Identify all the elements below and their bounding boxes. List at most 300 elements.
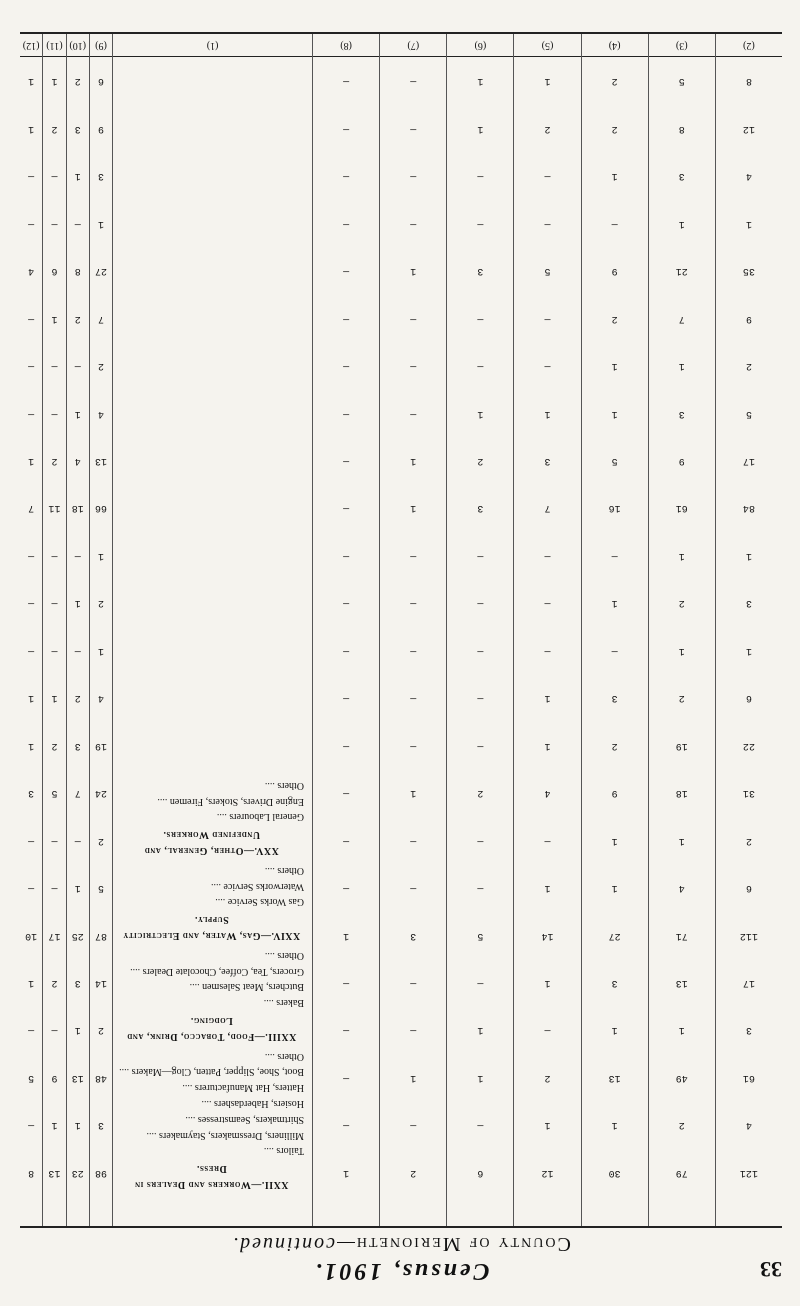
table-cell: 1 [410,454,417,466]
table-cell: 3 [97,1119,104,1131]
table-cell: — [477,312,484,324]
table-cell: 2 [51,739,58,751]
table-cell: 2 [611,122,618,134]
occupation-item: General Labourers .... [216,811,304,823]
table-cell: 13 [48,1166,61,1178]
table-cell: 3 [611,692,618,704]
table-cell: — [74,360,81,372]
number-column [89,34,112,1226]
left-number-columns [312,34,782,1226]
table-cell: — [410,122,417,134]
table-cell: — [477,597,484,609]
table-cell: 2 [678,597,685,609]
table-cell: 2 [74,75,81,87]
table-cell: — [51,217,58,229]
table-cell: 7 [74,787,81,799]
table-cell: 1 [410,787,417,799]
number-column [513,34,580,1226]
number-column [581,34,648,1226]
table-cell: 4 [745,170,752,182]
column-label: (10) [67,34,89,57]
table-cell: 1 [74,1024,81,1036]
table-cell: 1 [410,502,417,514]
table-cell: — [477,360,484,372]
table-cell: 1 [544,739,551,751]
occupation-item: Butchers, Meat Salesmen .... [189,981,304,993]
table-cell: — [343,502,350,514]
table-cell: 4 [745,1119,752,1131]
table-cell: 1 [74,170,81,182]
table-cell: 48 [94,1071,107,1083]
continued-label: —continued. [231,1233,355,1255]
table-cell: 5 [678,75,685,87]
table-cell: — [343,1024,350,1036]
table-cell: 1 [51,692,58,704]
table-cell: 1 [611,834,618,846]
occupation-list [113,57,312,1226]
table-cell: — [343,217,350,229]
table-cell: — [51,1024,58,1036]
table-cell: — [544,360,551,372]
table-cell: 1 [544,976,551,988]
occupation-item: Others .... [264,1050,304,1062]
table-cell: — [343,692,350,704]
table-cell: 66 [94,502,107,514]
table-cell: 2 [678,692,685,704]
table-cell: 5 [611,454,618,466]
table-cell: — [28,170,35,182]
table-cell: 12 [541,1166,554,1178]
table-cell: 1 [97,549,104,561]
table-cell: — [74,834,81,846]
table-cell: — [343,170,350,182]
table-cell: 3 [544,454,551,466]
table-cell: 61 [742,1071,755,1083]
table-cell: — [74,644,81,656]
column-cells [514,57,580,1226]
table-cell: — [343,787,350,799]
table-cell: — [28,834,35,846]
table-cell: 21 [675,265,688,277]
table-cell: — [477,170,484,182]
table-cell: — [477,549,484,561]
table-cell: — [544,644,551,656]
table-cell: — [611,644,618,656]
table-cell: — [477,834,484,846]
table-cell: 12 [742,122,755,134]
table-cell: 1 [678,217,685,229]
table-cell: 6 [477,1166,484,1178]
table-cell: — [74,217,81,229]
table-cell: 1 [74,1119,81,1131]
table-cell: 27 [94,265,107,277]
table-cell: 1 [28,122,35,134]
table-cell: 7 [544,502,551,514]
table-cell: — [51,360,58,372]
column-cells [716,57,782,1226]
table-cell: 2 [97,1024,104,1036]
column-cells [582,57,648,1226]
table-cell: — [410,312,417,324]
column-cells [380,57,446,1226]
table-cell: 1 [51,1119,58,1131]
table-cell: — [343,360,350,372]
table-cell: 1 [343,1166,350,1178]
occupation-item: Tailors .... [263,1145,304,1157]
table-cell: 11 [48,502,61,514]
table-cell: 9 [97,122,104,134]
column-label: (12) [20,34,42,57]
table-cell: 1 [28,692,35,704]
table-cell: 9 [611,265,618,277]
table-cell: 1 [97,217,104,229]
table-cell: 3 [477,265,484,277]
table-cell: 5 [544,265,551,277]
table-cell: 1 [477,407,484,419]
table-cell: 2 [51,454,58,466]
table-cell: 87 [94,929,107,941]
table-cell: 24 [94,787,107,799]
table-cell: 2 [544,1071,551,1083]
table-cell: 23 [71,1166,84,1178]
table-cell: 13 [675,976,688,988]
table-cell: 1 [74,407,81,419]
table-cell: — [410,1024,417,1036]
table-cell: 2 [410,1166,417,1178]
table-cell: — [28,644,35,656]
table-cell: — [343,265,350,277]
table-cell: — [343,882,350,894]
occupation-group-heading: XXIII.—Food, Tobacco, Drink, and Lodging. [126,1015,297,1042]
number-column [20,34,42,1226]
table-cell: 9 [51,1071,58,1083]
table-cell: 1 [745,549,752,561]
table-cell: 2 [477,787,484,799]
table-cell: 1 [611,407,618,419]
table-cell: — [477,882,484,894]
table-cell: 6 [745,882,752,894]
table-cell: — [343,597,350,609]
table-cell: — [477,739,484,751]
table-cell: 18 [71,502,84,514]
occupation-group-heading: XXV.—Other, General, and Undefined Workers. [144,829,279,857]
table-cell: — [544,1024,551,1036]
column-label: (5) [514,34,580,57]
table-cell: — [343,976,350,988]
table-cell: — [343,1119,350,1131]
table-cell: 3 [477,502,484,514]
table-cell: 8 [745,75,752,87]
table-cell: 14 [541,929,554,941]
occupation-item: Others .... [264,949,304,961]
table-cell: 3 [97,170,104,182]
occupation-item: Others .... [264,864,304,876]
table-cell: — [343,549,350,561]
table-cell: 3 [745,1024,752,1036]
table-cell: 27 [608,929,621,941]
county-name: County of Merioneth [354,1233,571,1255]
column-cells [90,57,112,1226]
occupation-item: Boot, Shoe, Slipper, Patten, Clog—Makers .... [119,1066,304,1078]
table-cell: — [477,217,484,229]
table-cell: — [51,407,58,419]
occupation-item: Engine Drivers, Stokers, Firemen .... [157,795,304,807]
table-cell: 2 [678,1119,685,1131]
table-cell: 2 [477,454,484,466]
column-cells [43,57,65,1226]
column-cells [313,57,379,1226]
table-cell: 61 [675,502,688,514]
occupation-item: Hatters, Hat Manufacturers .... [182,1082,304,1094]
table-cell: — [28,882,35,894]
table-cell: — [74,549,81,561]
table-cell: 1 [51,312,58,324]
table-cell: 1 [678,360,685,372]
table-cell: — [343,312,350,324]
occupation-item: Hosiers, Haberdashers .... [201,1098,304,1110]
table-cell: — [611,549,618,561]
table-cell: 2 [611,739,618,751]
occupation-item: Grocers, Tea, Coffee, Chocolate Dealers .... [130,965,304,977]
table-cell: — [410,739,417,751]
table-cell: 5 [28,1071,35,1083]
table-cell: — [343,834,350,846]
table-cell: 1 [410,265,417,277]
table-cell: 1 [477,122,484,134]
table-cell: — [544,834,551,846]
table-cell: — [544,549,551,561]
table-cell: 2 [97,597,104,609]
table-cell: 1 [477,75,484,87]
table-cell: 1 [611,882,618,894]
table-cell: — [28,1119,35,1131]
right-number-columns [20,34,112,1226]
header-rule [20,1226,782,1228]
number-column [379,34,446,1226]
column-label: (7) [380,34,446,57]
table-cell: — [410,549,417,561]
occupation-item: Bakers .... [263,997,304,1009]
table-cell: 1 [477,1071,484,1083]
table-cell: — [477,644,484,656]
table-cell: 6 [51,265,58,277]
table-cell: 1 [611,170,618,182]
table-cell: 17 [48,929,61,941]
table-cell: 3 [678,170,685,182]
table-cell: 1 [544,75,551,87]
table-cell: 84 [742,502,755,514]
table-cell: 1 [678,834,685,846]
table-cell: 1 [678,549,685,561]
table-cell: — [611,217,618,229]
table-cell: 13 [71,1071,84,1083]
table-cell: 18 [675,787,688,799]
table-cell: — [410,597,417,609]
table-cell: 7 [97,312,104,324]
number-column [446,34,513,1226]
table-cell: 1 [51,75,58,87]
table-cell: 1 [678,1024,685,1036]
table-cell: 1 [678,644,685,656]
table-cell: 71 [675,929,688,941]
table-cell: 1 [410,1071,417,1083]
occupation-column [112,34,312,1226]
table-cell: 1 [745,217,752,229]
table-cell: — [343,644,350,656]
table-cell: — [343,454,350,466]
table-cell: 1 [28,976,35,988]
table-cell: 1 [28,739,35,751]
table-cell: — [477,692,484,704]
table-cell: — [51,882,58,894]
table-cell: 1 [28,454,35,466]
table-cell: 3 [678,407,685,419]
table-cell: 4 [74,454,81,466]
table-cell: 1 [544,882,551,894]
table-cell: — [28,312,35,324]
column-label: (4) [582,34,648,57]
table-cell: 4 [97,407,104,419]
table-cell: 7 [678,312,685,324]
table-cell: 4 [544,787,551,799]
number-column [312,34,379,1226]
table-cell: 25 [71,929,84,941]
table-cell: — [410,170,417,182]
table-cell: 2 [74,312,81,324]
census-title: Census, 1901. [312,1258,490,1284]
table-cell: 8 [74,265,81,277]
table-cell: 3 [28,787,35,799]
occupation-item: Shirtmakers, Seamstresses .... [185,1113,304,1125]
occupation-item: Others .... [264,779,304,791]
table-cell: — [28,549,35,561]
table-cell: 19 [94,739,107,751]
table-cell: 1 [611,1119,618,1131]
number-column [715,34,782,1226]
table-cell: — [410,644,417,656]
table-cell: — [410,75,417,87]
table-cell: — [343,122,350,134]
table-cell: 1 [611,597,618,609]
table-cell: — [410,976,417,988]
table-cell: 30 [608,1166,621,1178]
table-cell: — [410,217,417,229]
table-cell: — [51,170,58,182]
table-cell: 1 [544,407,551,419]
column-cells [67,57,89,1226]
table-cell: 1 [343,929,350,941]
table-cell: — [28,597,35,609]
table-cell: 17 [742,454,755,466]
table-cell: 1 [74,597,81,609]
table-cell: 112 [739,929,758,941]
table-cell: 1 [544,692,551,704]
page-number: 33 [760,1257,782,1282]
table-cell: — [410,360,417,372]
table-cell: 2 [745,834,752,846]
table-cell: 31 [742,787,755,799]
table-cell: 5 [745,407,752,419]
column-label: (2) [716,34,782,57]
table-cell: 5 [477,929,484,941]
table-cell: 35 [742,265,755,277]
table-cell: — [343,1071,350,1083]
table-cell: 9 [678,454,685,466]
occupation-item: Waterworks Service .... [210,880,304,892]
table-cell: 2 [51,976,58,988]
table-cell: — [477,976,484,988]
table-cell: 3 [745,597,752,609]
table-cell: 3 [74,976,81,988]
column-label: (3) [649,34,715,57]
table-cell: — [544,597,551,609]
table-cell: 10 [25,929,38,941]
table-cell: — [544,217,551,229]
table-cell: 5 [51,787,58,799]
table-cell: 1 [477,1024,484,1036]
table-cell: 121 [739,1166,758,1178]
table-cell: 6 [97,75,104,87]
table-cell: — [544,170,551,182]
table-cell: 1 [28,75,35,87]
table-cell: 2 [611,312,618,324]
table-cell: 5 [97,882,104,894]
table-cell: 2 [544,122,551,134]
table-cell: 2 [97,834,104,846]
table-cell: — [51,597,58,609]
table-cell: 49 [675,1071,688,1083]
table-cell: — [410,834,417,846]
table-cell: 2 [97,360,104,372]
table-cell: — [477,1119,484,1131]
number-column [42,34,65,1226]
table-cell: 8 [28,1166,35,1178]
column-label: (8) [313,34,379,57]
table-cell: 8 [678,122,685,134]
number-column [66,34,89,1226]
number-column [648,34,715,1226]
table-cell: — [410,882,417,894]
table-cell: — [28,407,35,419]
table-cell: 9 [611,787,618,799]
column-label: (9) [90,34,112,57]
table-cell: 1 [97,644,104,656]
table-cell: — [28,217,35,229]
table-cell: 1 [611,1024,618,1036]
occupation-item: Milliners, Dressmakers, Staymakers .... [146,1129,304,1141]
occupation-group-heading: XXIV.—Gas, Water, and Electricity Supply. [122,914,301,942]
table-cell: 2 [51,122,58,134]
table-cell: — [28,360,35,372]
table-cell: 14 [94,976,107,988]
table-cell: — [51,644,58,656]
table-cell: 13 [94,454,107,466]
table-cell: — [410,1119,417,1131]
table-cell: 3 [611,976,618,988]
occupation-column-label: (1) [113,34,312,57]
table-cell: — [28,1024,35,1036]
table-cell: 1 [544,1119,551,1131]
table-cell: 4 [97,692,104,704]
page-header [20,1232,782,1284]
column-label: (6) [447,34,513,57]
table-cell: — [343,739,350,751]
column-cells [649,57,715,1226]
table-cell: 2 [74,692,81,704]
table-cell: 19 [675,739,688,751]
column-cells [20,57,42,1226]
table-cell: 13 [608,1071,621,1083]
